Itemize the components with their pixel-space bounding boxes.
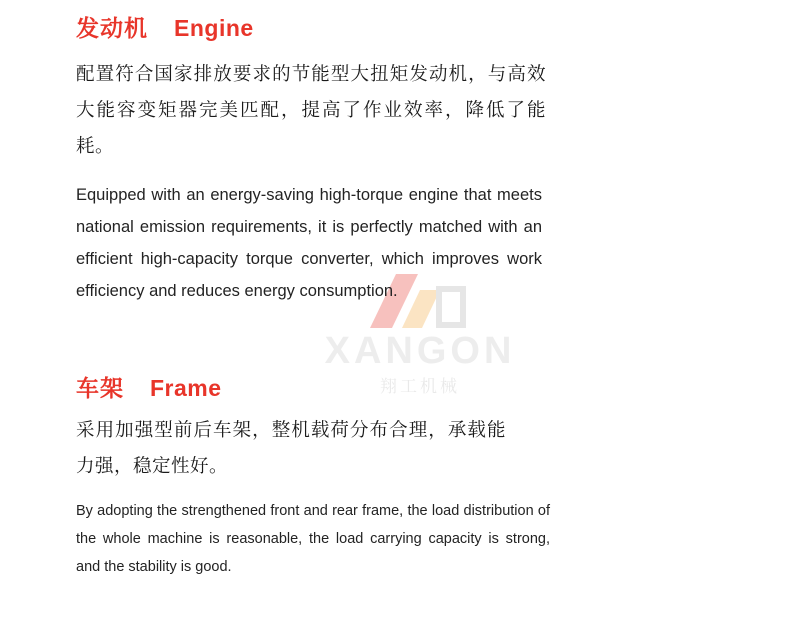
- section-frame-heading: [76, 370, 576, 403]
- section-engine-body-cn: 配置符合国家排放要求的节能型大扭矩发动机，与高效大能容变矩器完美匹配，提高了作业效率，降低了能耗。: [76, 64, 546, 157]
- watermark-brand: XANGON: [324, 330, 516, 372]
- section-engine-heading-en: Engine: [174, 15, 254, 41]
- section-frame-heading-en: Frame: [150, 375, 222, 401]
- section-engine-heading-cn: 发动机: [76, 16, 148, 42]
- section-frame-body-en: By adopting the strengthened front and rear frame, the load distribution of the whole machine is reasonable, the load carrying capacity is strong, and the stability is good.: [76, 503, 550, 575]
- section-engine-body-en: Equipped with an energy-saving high-torque engine that meets national emission requirements, it is perfectly matched with an efficient high-capacity torque converter, which improves work efficiency and reduces energy consumption.: [76, 186, 542, 300]
- section-engine: [76, 10, 554, 307]
- section-frame-body-cn: 采用加强型前后车架，整机载荷分布合理，承载能力强，稳定性好。: [76, 420, 506, 477]
- section-frame-heading-cn: 车架: [76, 376, 124, 402]
- section-frame: [76, 370, 576, 581]
- section-engine-heading: [76, 10, 554, 43]
- watermark-subtitle: 翔工机械: [380, 377, 460, 397]
